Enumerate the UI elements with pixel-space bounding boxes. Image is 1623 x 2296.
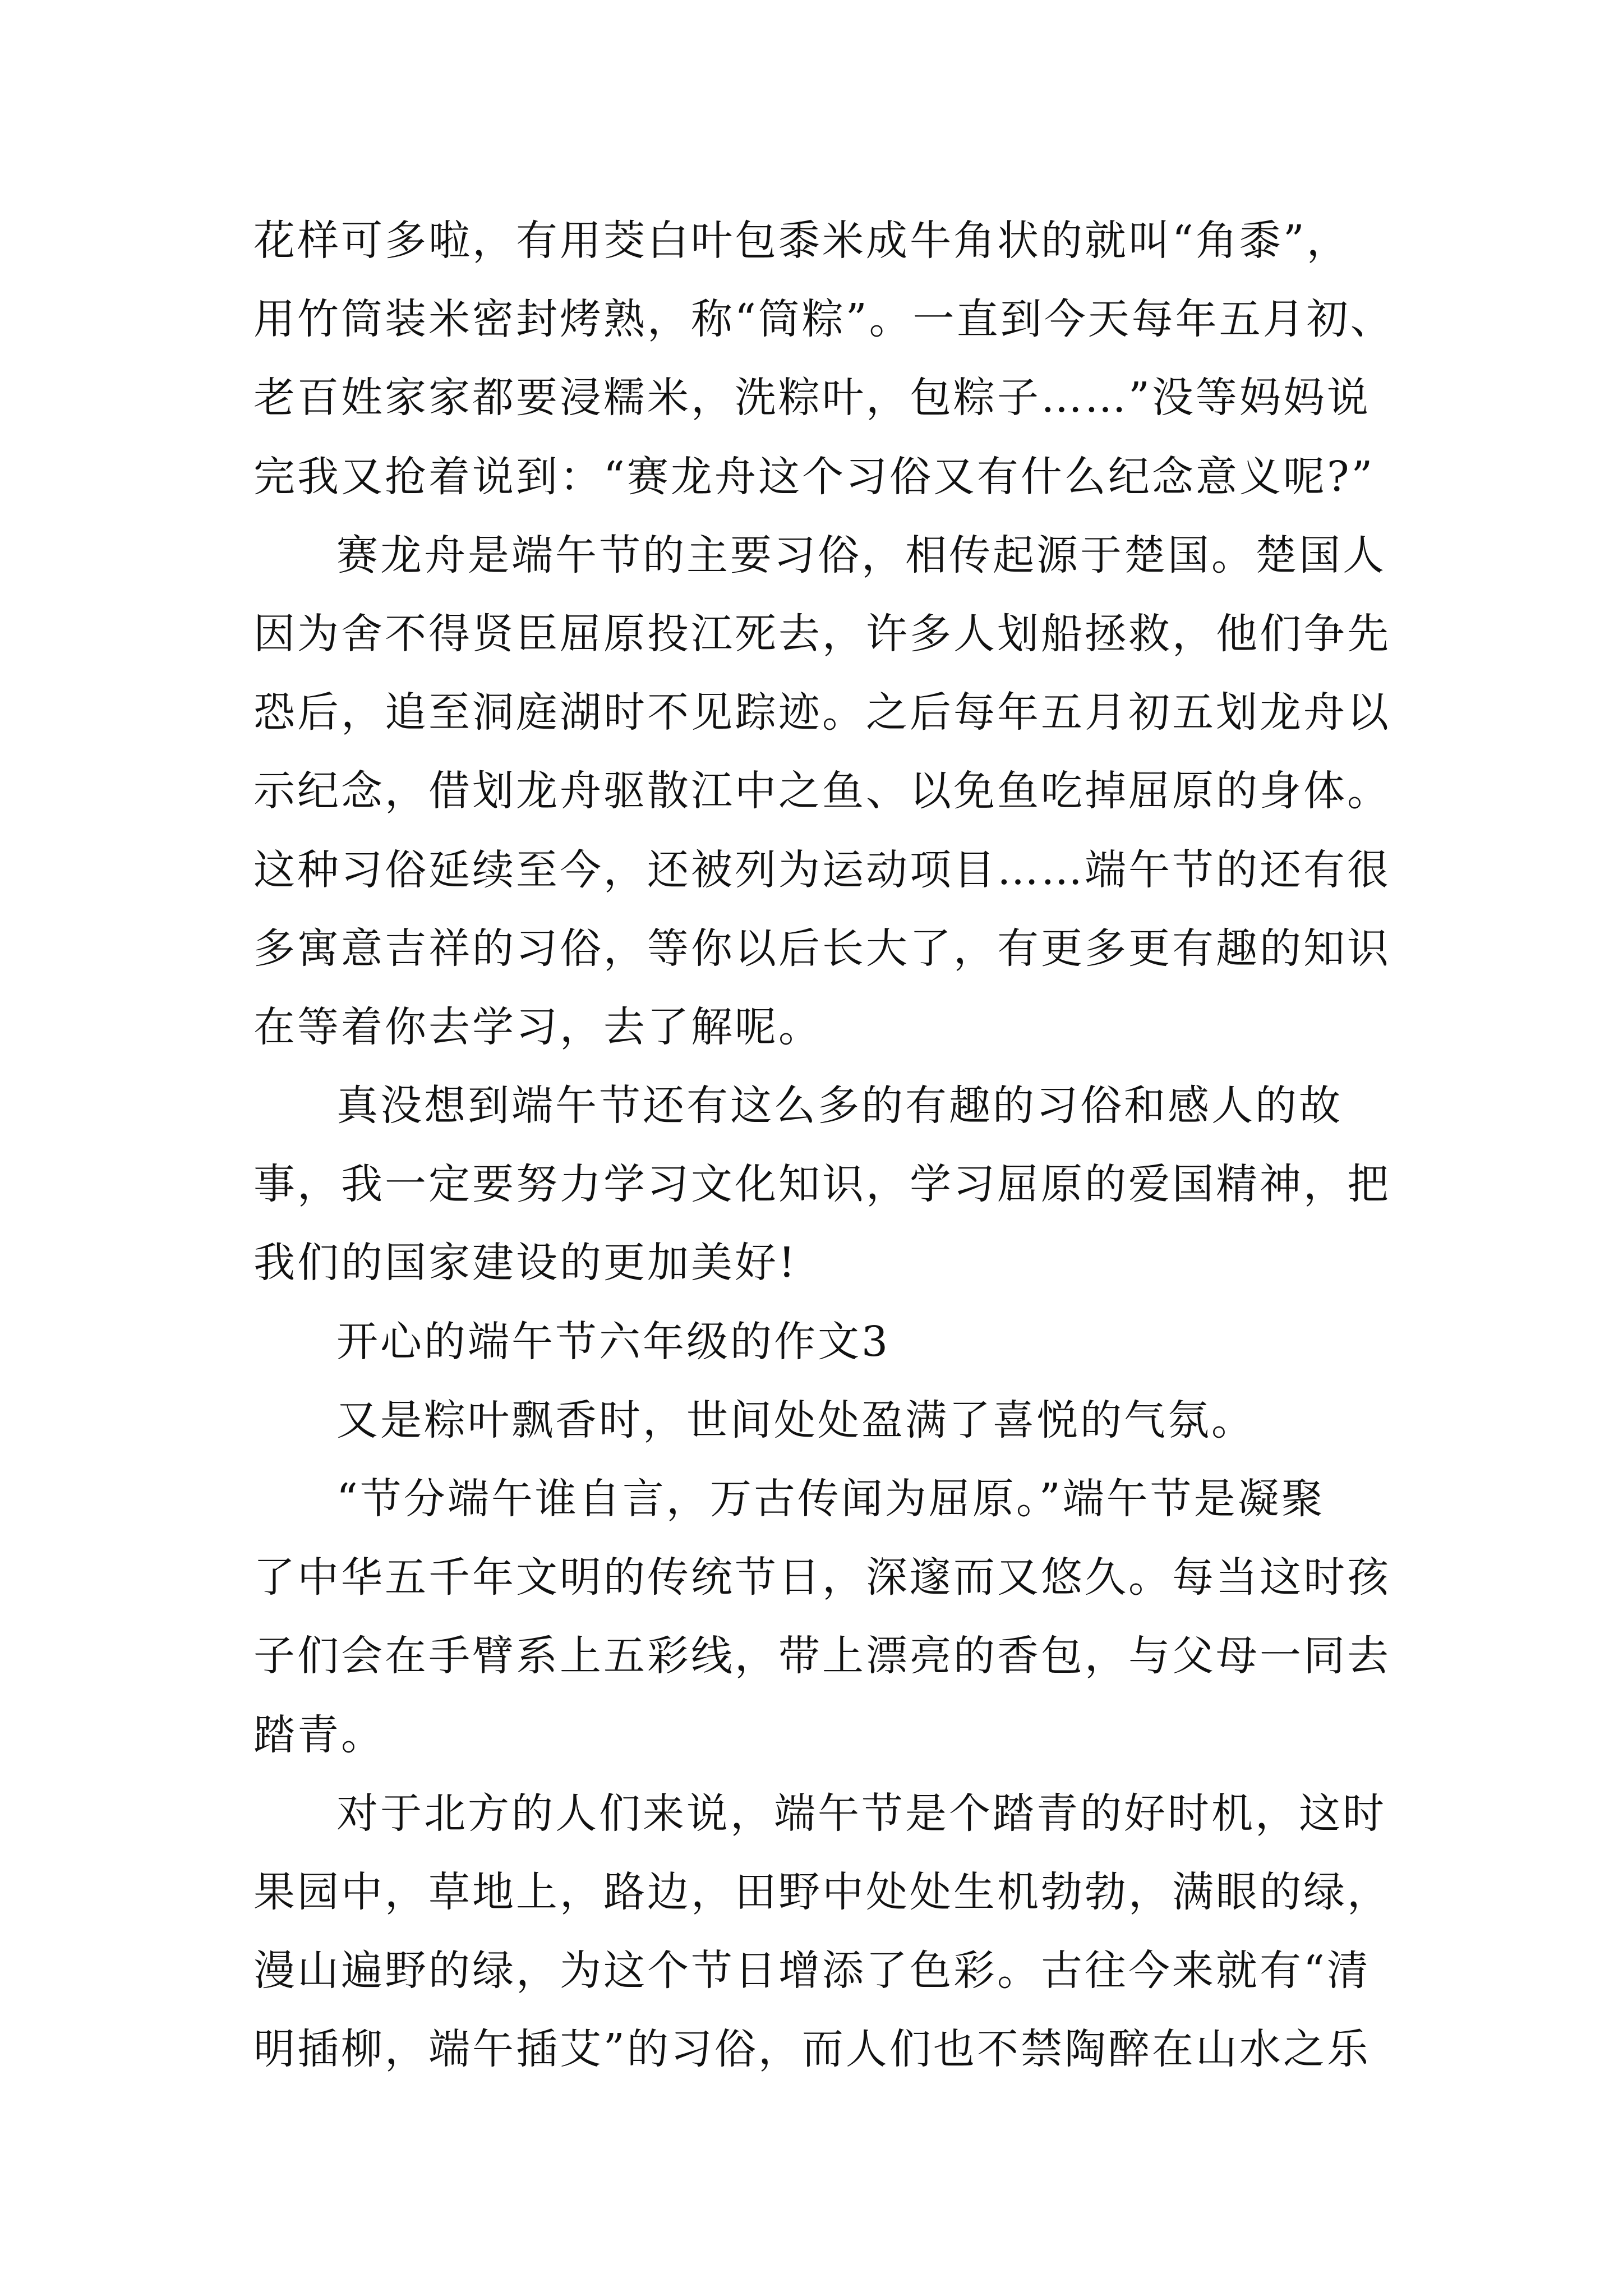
essay-title-text: 开心的端午节六年级的作文3 bbox=[336, 1317, 891, 1366]
paragraph bbox=[253, 201, 1487, 516]
text-line: 果园中，草地上，路边，田野中处处生机勃勃，满眼的绿， bbox=[253, 1867, 1391, 1916]
text-line: 这种习俗延续至今，还被列为运动项目……端午节的还有很 bbox=[253, 845, 1391, 894]
text-line: 事，我一定要努力学习文化知识，学习屈原的爱国精神，把 bbox=[253, 1160, 1391, 1209]
text-line: 完我又抢着说到：“赛龙舟这个习俗又有什么纪念意义呢?” bbox=[253, 452, 1375, 501]
text-line: 用竹筒装米密封烤熟，称“筒粽”。一直到今天每年五月初、 bbox=[253, 295, 1394, 344]
text-line: 花样可多啦，有用茭白叶包黍米成牛角状的就叫“角黍”， bbox=[253, 217, 1350, 265]
text-line: 踏青。 bbox=[253, 1710, 385, 1759]
paragraph bbox=[253, 1066, 1487, 1303]
essay-body bbox=[253, 201, 1487, 2089]
paragraph bbox=[253, 1774, 1487, 2089]
text-line: 老百姓家家都要浸糯米，洗粽叶，包粽子……”没等妈妈说 bbox=[253, 374, 1371, 422]
text-line: 恐后，追至洞庭湖时不见踪迹。之后每年五月初五划龙舟以 bbox=[253, 688, 1391, 737]
text-line: 因为舍不得贤臣屈原投江死去，许多人划船拯救，他们争先 bbox=[253, 609, 1391, 658]
text-line: 子们会在手臂系上五彩线，带上漂亮的香包，与父母一同去 bbox=[253, 1632, 1391, 1681]
essay-title bbox=[253, 1303, 1487, 1381]
text-line: 了中华五千年文明的传统节日，深邃而又悠久。每当这时孩 bbox=[253, 1553, 1391, 1602]
text-line: 漫山遍野的绿，为这个节日增添了色彩。古往今来就有“清 bbox=[253, 1947, 1371, 1995]
text-line: 明插柳，端午插艾”的习俗，而人们也不禁陶醉在山水之乐 bbox=[253, 2025, 1371, 2074]
text-line: 多寓意吉祥的习俗，等你以后长大了，有更多更有趣的知识 bbox=[253, 924, 1391, 973]
text-line: 又是粽叶飘香时，世间处处盈满了喜悦的气氛。 bbox=[336, 1396, 1255, 1444]
text-line: 真没想到端午节还有这么多的有趣的习俗和感人的故 bbox=[336, 1082, 1343, 1130]
text-line: “节分端午谁自言，万古传闻为屈原。”端午节是凝聚 bbox=[336, 1475, 1325, 1523]
text-line: 赛龙舟是端午节的主要习俗，相传起源于楚国。楚国人 bbox=[336, 531, 1386, 579]
paragraph bbox=[253, 516, 1487, 1066]
text-line: 在等着你去学习，去了解呢。 bbox=[253, 1002, 822, 1051]
paragraph bbox=[253, 1381, 1487, 1460]
text-line: 示纪念，借划龙舟驱散江中之鱼、以免鱼吃掉屈原的身体。 bbox=[253, 767, 1391, 816]
text-line: 我们的国家建设的更加美好! bbox=[253, 1239, 797, 1287]
paragraph bbox=[253, 1460, 1487, 1774]
text-line: 对于北方的人们来说，端午节是个踏青的好时机，这时 bbox=[336, 1789, 1386, 1838]
